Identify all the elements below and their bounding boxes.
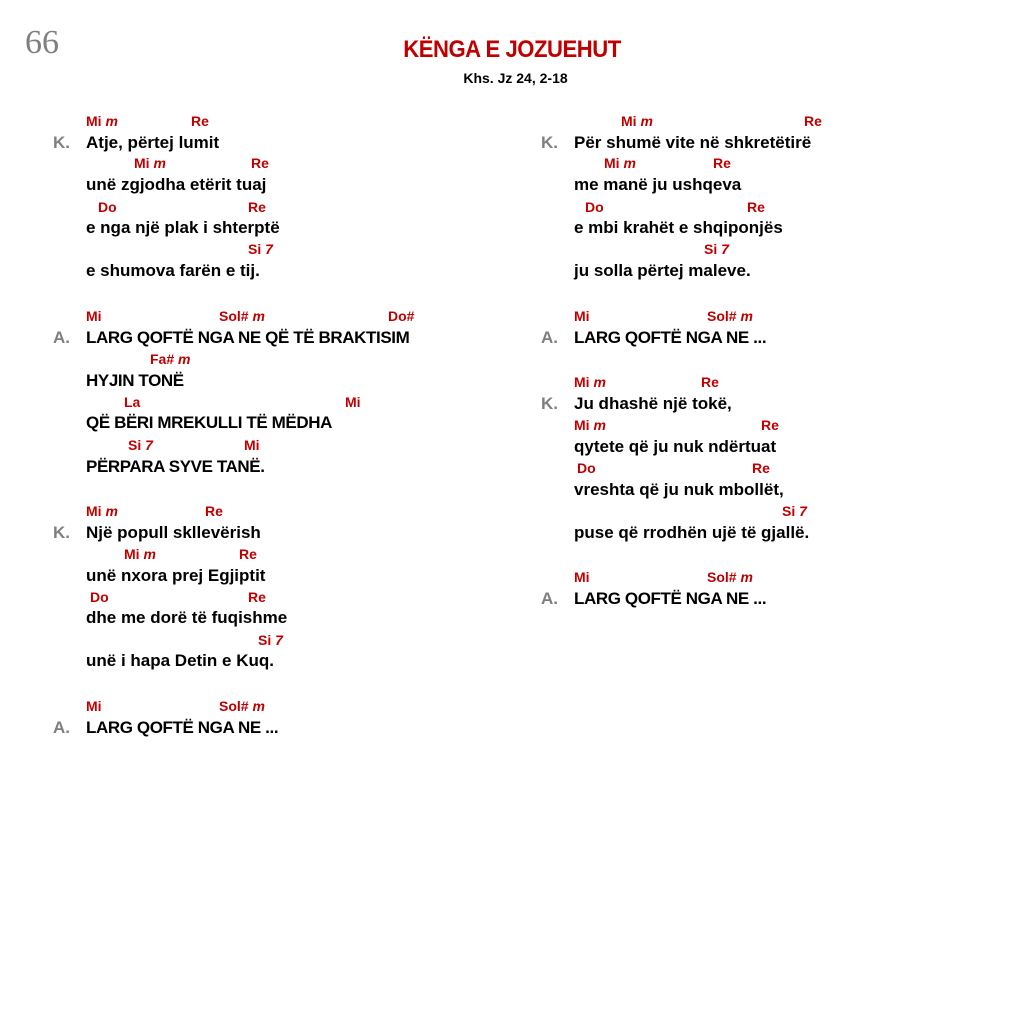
chord-la: La — [124, 394, 141, 410]
refrain-line: HYJIN TONË — [86, 371, 184, 390]
chord-re: Re — [248, 589, 266, 605]
chord-mi: Mi — [574, 308, 590, 324]
refrain-marker: A. — [53, 718, 70, 737]
chord-si7: Si 7 — [128, 437, 153, 453]
refrain-line: LARG QOFTË NGA NE ... — [86, 718, 279, 737]
verse-line: vreshta që ju nuk mbollët, — [574, 480, 784, 499]
refrain-line: LARG QOFTË NGA NE ... — [574, 328, 767, 347]
verse-line: qytete që ju nuk ndërtuat — [574, 437, 777, 456]
chord-do: Do — [585, 199, 604, 215]
verse-line: dhe me dorë të fuqishme — [86, 608, 288, 627]
page-number: 66 — [25, 24, 59, 61]
chord-re: Re — [239, 546, 257, 562]
chord-do: Do — [90, 589, 109, 605]
chord-si7: Si 7 — [248, 241, 273, 257]
verse-line: unë i hapa Detin e Kuq. — [86, 651, 274, 670]
verse-line: Ju dhashë një tokë, — [574, 394, 732, 413]
chord-mi-minor: Mi m — [124, 546, 156, 562]
verse-line: ju solla përtej maleve. — [574, 261, 751, 280]
chord-mi-minor: Mi m — [86, 503, 118, 519]
verse-line: Një popull skllevërish — [86, 523, 261, 542]
verse-line: unë zgjodha etërit tuaj — [86, 175, 267, 194]
verse-line: e shumova farën e tij. — [86, 261, 260, 280]
refrain-marker: A. — [541, 589, 558, 608]
chord-mi: Mi — [86, 698, 102, 714]
chord-mi-minor: Mi m — [621, 113, 653, 129]
chord-mi-minor: Mi m — [574, 417, 606, 433]
verse-line: Atje, përtej lumit — [86, 133, 220, 152]
verse-line: Për shumë vite në shkretëtirë — [574, 133, 812, 152]
verse-line: e mbi krahët e shqiponjës — [574, 218, 783, 237]
chord-sol-sharp-minor: Sol# m — [707, 569, 753, 585]
chord-re: Re — [713, 155, 731, 171]
chord-re: Re — [205, 503, 223, 519]
chord-re: Re — [752, 460, 770, 476]
chord-sol-sharp-minor: Sol# m — [219, 698, 265, 714]
refrain-marker: A. — [53, 328, 70, 347]
chord-re: Re — [761, 417, 779, 433]
verse-marker: K. — [541, 133, 558, 152]
verse-marker: K. — [53, 523, 70, 542]
chord-do: Do — [577, 460, 596, 476]
verse-line: e nga një plak i shterptë — [86, 218, 280, 237]
chord-re: Re — [701, 374, 719, 390]
chord-fa-sharp-minor: Fa# m — [150, 351, 191, 367]
verse-marker: K. — [53, 133, 70, 152]
refrain-line: LARG QOFTË NGA NE QË TË BRAKTISIM — [86, 328, 410, 347]
chord-si7: Si 7 — [258, 632, 283, 648]
refrain-marker: A. — [541, 328, 558, 347]
verse-line: unë nxora prej Egjiptit — [86, 566, 266, 585]
verse-line: me manë ju ushqeva — [574, 175, 742, 194]
chord-re: Re — [804, 113, 822, 129]
chord-mi-minor: Mi m — [604, 155, 636, 171]
chord-mi: Mi — [574, 569, 590, 585]
refrain-line: PËRPARA SYVE TANË. — [86, 457, 265, 476]
chord-sol-sharp-minor: Sol# m — [707, 308, 753, 324]
chord-si7: Si 7 — [782, 503, 807, 519]
verse-line: puse që rrodhën ujë të gjallë. — [574, 523, 810, 542]
chord-mi: Mi — [345, 394, 361, 410]
song-title: KËNGA E JOZUEHUT — [403, 36, 621, 63]
song-reference: Khs. Jz 24, 2-18 — [463, 70, 568, 86]
chord-re: Re — [191, 113, 209, 129]
chord-mi-minor: Mi m — [134, 155, 166, 171]
chord-mi-minor: Mi m — [86, 113, 118, 129]
verse-marker: K. — [541, 394, 558, 413]
chord-do-sharp: Do# — [388, 308, 415, 324]
chord-re: Re — [747, 199, 765, 215]
refrain-line: LARG QOFTË NGA NE ... — [574, 589, 767, 608]
chord-mi-minor: Mi m — [574, 374, 606, 390]
chord-sol-sharp-minor: Sol# m — [219, 308, 265, 324]
chord-si7: Si 7 — [704, 241, 729, 257]
chord-re: Re — [248, 199, 266, 215]
chord-do: Do — [98, 199, 117, 215]
chord-re: Re — [251, 155, 269, 171]
chord-mi: Mi — [244, 437, 260, 453]
refrain-line: QË BËRI MREKULLI TË MËDHA — [86, 413, 332, 432]
chord-mi: Mi — [86, 308, 102, 324]
